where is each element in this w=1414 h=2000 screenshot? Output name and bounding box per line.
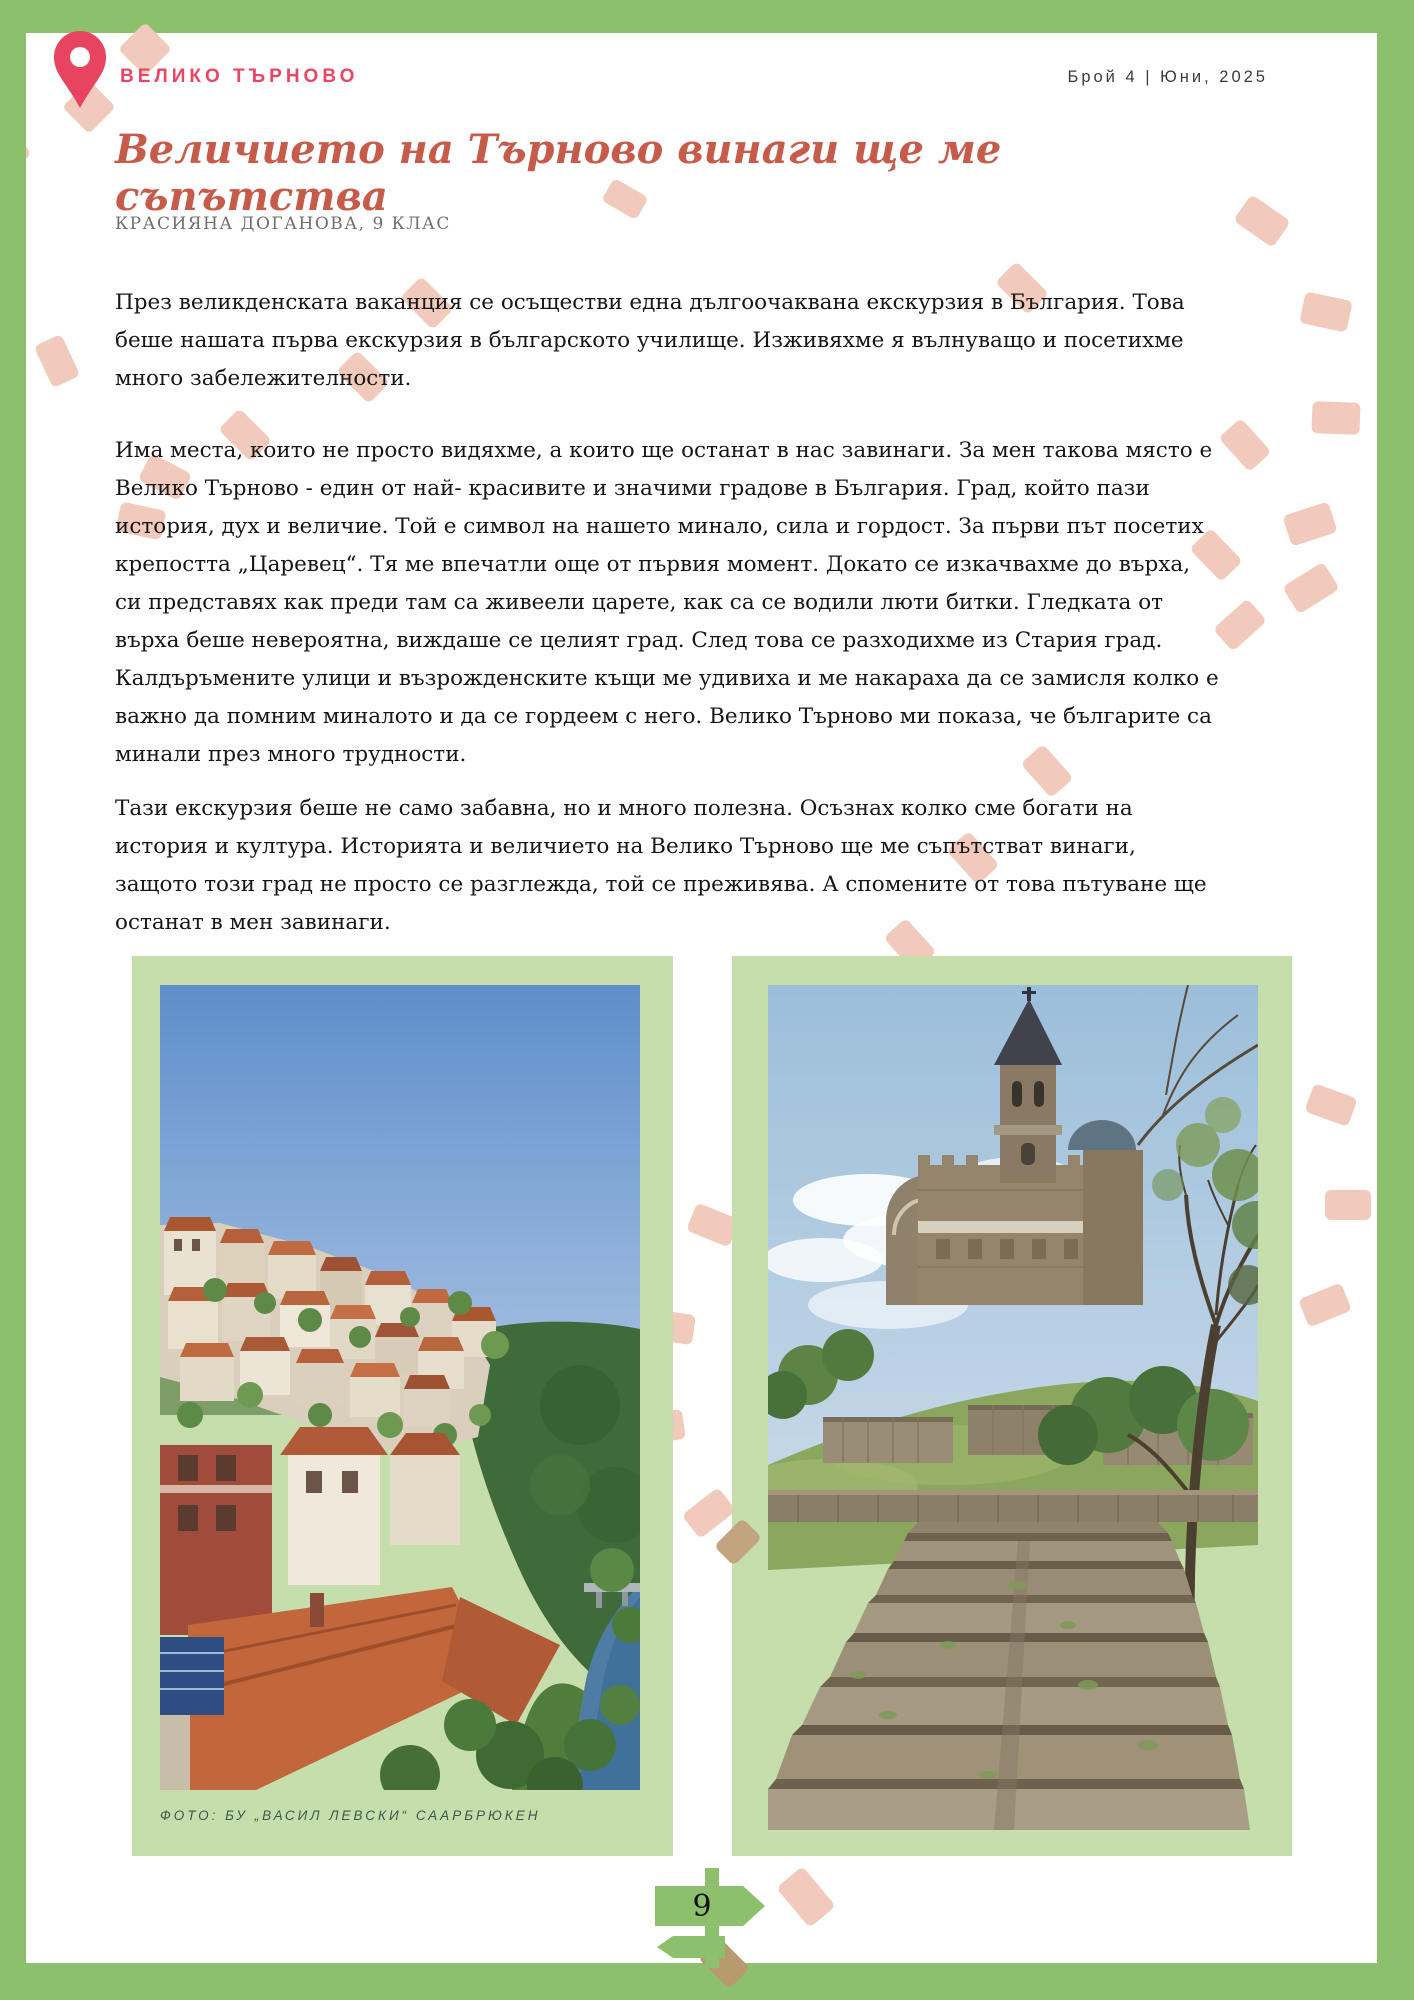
location-label: ВЕЛИКО ТЪРНОВО xyxy=(120,66,359,87)
photo-veliko-tarnovo-panorama xyxy=(160,985,640,1790)
path-dash xyxy=(1298,1282,1352,1327)
path-dash xyxy=(776,1866,835,1928)
photo-tsarevets-fortress xyxy=(768,985,1258,1830)
article-paragraph-3: Тази екскурзия беше не само забавна, но и много полезна. Осъзнах колко сме богати на история и култура. Историята и величието на Велико Търново ще ме съпътстват винаги, защото този град не просто се разглежда, той се преживява. А спомените от това пътуване ще останат в мен завинаги. xyxy=(115,796,1207,935)
page-number: 9 xyxy=(692,1889,712,1924)
path-dash xyxy=(1304,1083,1357,1127)
location-pin-icon xyxy=(52,30,108,110)
path-dash xyxy=(1282,501,1338,546)
path-dash xyxy=(1218,418,1271,472)
page-border-top xyxy=(0,0,1414,33)
signpost-arrow-left xyxy=(657,1936,725,1958)
photo-frame-right xyxy=(732,956,1292,1856)
issue-date: Брой 4 | Юни, 2025 xyxy=(1067,68,1268,86)
article-byline: КРАСИЯНА ДОГАНОВА, 9 КЛАС xyxy=(115,214,451,234)
page-border-left xyxy=(0,0,26,2000)
page-border-right xyxy=(1377,0,1414,2000)
article-title: Величието на Търново винаги ще ме съпътства xyxy=(115,126,1002,220)
path-dash xyxy=(34,334,81,388)
photo-frame-left xyxy=(132,956,673,1856)
signpost-page-marker xyxy=(645,1868,775,1968)
photo-caption: ФОТО: БУ „ВАСИЛ ЛЕВСКИ“ СААРБРЮКЕН xyxy=(160,1808,541,1823)
path-dash xyxy=(1299,291,1353,332)
article-paragraph-2: Има места, които не просто видяхме, а които ще останат в нас завинаги. За мен такова място е Велико Търново - един от най- красивите и значими градове в България. Град, който пази история, дух и величие. Той е символ на нашето минало, сила и гордост. За първи път посетих крепостта „Царевец“. Тя ме впечатли още от първия момент. Докато се изкачвахме до върха, си представях как преди там са живеели царете, как са се водили люти битки. Гледката от върха беше невероятна, виждаше се целият град. След това се разходихме из Стария град. Калдъръмените улици и възрожденските къщи ме удивиха и ме накараха да се замисля колко е важно да помним миналото и да се гордеем с него. Велико Търново ми показа, че българите са минали през много трудности. xyxy=(115,438,1219,767)
path-dash xyxy=(1282,562,1340,615)
article-paragraph-1: През великденската ваканция се осъществи една дългоочаквана екскурзия в България. Това беше нашата първа екскурзия в българското училище. Изживяхме я вълнуващо и посетихме много забележителности. xyxy=(115,290,1185,391)
page-border-bottom xyxy=(0,1963,1414,2000)
path-dash xyxy=(1311,401,1360,435)
path-dash xyxy=(1325,1190,1371,1220)
path-dash xyxy=(1213,598,1267,651)
